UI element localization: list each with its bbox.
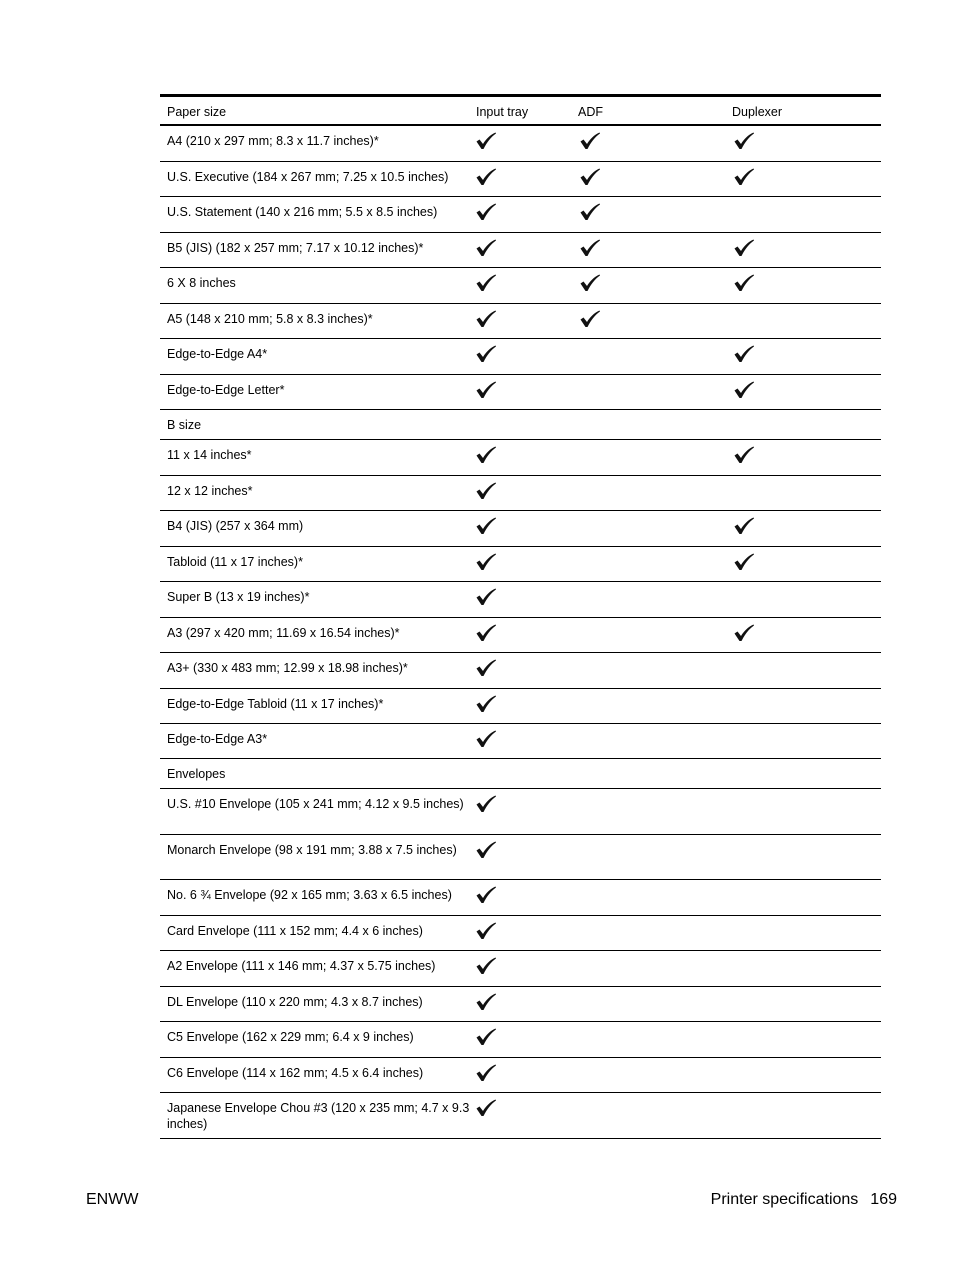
section-row (160, 759, 881, 789)
paper-size-cell: 12 x 12 inches* (167, 484, 253, 498)
duplexer-cell (728, 233, 881, 267)
paper-size-cell: A4 (210 x 297 mm; 8.3 x 11.7 inches)* (167, 134, 379, 148)
paper-size-cell: Edge-to-Edge A3* (167, 732, 268, 746)
checkmark-icon (475, 517, 497, 535)
adf-cell (573, 126, 728, 161)
paper-size-cell: Edge-to-Edge Letter* (167, 383, 285, 397)
input-tray-cell (470, 547, 573, 581)
table-header (160, 94, 881, 126)
header-duplexer: Duplexer (732, 104, 783, 119)
table-row (160, 582, 881, 618)
adf-cell (573, 162, 728, 196)
checkmark-icon (733, 553, 755, 571)
paper-size-cell: Edge-to-Edge Tabloid (11 x 17 inches)* (167, 697, 384, 711)
section-label: B size (167, 417, 202, 432)
duplexer-cell (728, 547, 881, 581)
paper-size-cell: 11 x 14 inches* (167, 448, 252, 462)
paper-size-cell: Monarch Envelope (98 x 191 mm; 3.88 x 7.5 inches) (167, 843, 457, 857)
table-row (160, 304, 881, 339)
input-tray-cell (470, 162, 573, 196)
checkmark-icon (579, 239, 601, 257)
header-input-tray: Input tray (476, 104, 529, 119)
table-row (160, 1093, 881, 1139)
adf-cell (573, 339, 728, 374)
checkmark-icon (733, 168, 755, 186)
input-tray-cell (470, 987, 573, 1021)
checkmark-icon (475, 274, 497, 292)
adf-cell (573, 880, 728, 915)
adf-cell (573, 618, 728, 652)
paper-size-cell: A3 (297 x 420 mm; 11.69 x 16.54 inches)* (167, 626, 400, 640)
duplexer-cell (728, 789, 881, 834)
input-tray-cell (470, 197, 573, 232)
duplexer-cell (728, 835, 881, 879)
paper-size-cell: B4 (JIS) (257 x 364 mm) (167, 519, 304, 533)
duplexer-cell (728, 476, 881, 510)
checkmark-icon (475, 203, 497, 221)
paper-size-cell: A2 Envelope (111 x 146 mm; 4.37 x 5.75 inches) (167, 959, 436, 973)
checkmark-icon (475, 659, 497, 677)
table-row (160, 547, 881, 582)
table-row (160, 724, 881, 759)
duplexer-cell (728, 162, 881, 196)
table-row (160, 233, 881, 268)
input-tray-cell (470, 951, 573, 986)
table-row (160, 440, 881, 476)
table-row (160, 618, 881, 653)
adf-cell (573, 987, 728, 1021)
checkmark-icon (475, 310, 497, 328)
checkmark-icon (475, 446, 497, 464)
checkmark-icon (475, 482, 497, 500)
adf-cell (573, 233, 728, 267)
table-body (160, 126, 881, 1139)
checkmark-icon (579, 168, 601, 186)
paper-size-cell: U.S. #10 Envelope (105 x 241 mm; 4.12 x 9.5 inches) (167, 797, 464, 811)
table-row (160, 789, 881, 835)
table-row (160, 835, 881, 880)
duplexer-cell (728, 951, 881, 986)
duplexer-cell (728, 724, 881, 758)
duplexer-cell (728, 582, 881, 617)
section-label: Envelopes (167, 766, 226, 781)
adf-cell (573, 835, 728, 879)
adf-cell (573, 916, 728, 950)
input-tray-cell (470, 582, 573, 617)
paper-size-cell: B5 (JIS) (182 x 257 mm; 7.17 x 10.12 inches)* (167, 241, 424, 255)
adf-cell (573, 1058, 728, 1092)
table-row (160, 162, 881, 197)
table-row (160, 1058, 881, 1093)
paper-size-table (160, 94, 881, 1139)
input-tray-cell (470, 1022, 573, 1057)
input-tray-cell (470, 1058, 573, 1092)
input-tray-cell (470, 304, 573, 338)
checkmark-icon (475, 345, 497, 363)
input-tray-cell (470, 339, 573, 374)
table-row (160, 987, 881, 1022)
input-tray-cell (470, 618, 573, 652)
paper-size-cell: DL Envelope (110 x 220 mm; 4.3 x 8.7 inches) (167, 995, 423, 1009)
duplexer-cell (728, 916, 881, 950)
footer-section-title: Printer specifications (710, 1191, 859, 1208)
footer-right (711, 1191, 897, 1209)
duplexer-cell (728, 304, 881, 338)
table-row (160, 126, 881, 162)
input-tray-cell (470, 1093, 573, 1138)
checkmark-icon (733, 132, 755, 150)
input-tray-cell (470, 233, 573, 267)
duplexer-cell (728, 511, 881, 546)
paper-size-cell: Card Envelope (111 x 152 mm; 4.4 x 6 inches) (167, 924, 423, 938)
adf-cell (573, 304, 728, 338)
paper-size-cell: 6 X 8 inches (167, 276, 236, 290)
table-row (160, 916, 881, 951)
duplexer-cell (728, 1093, 881, 1138)
table-row (160, 880, 881, 916)
adf-cell (573, 724, 728, 758)
checkmark-icon (475, 886, 497, 904)
checkmark-icon (579, 132, 601, 150)
input-tray-cell (470, 835, 573, 879)
duplexer-cell (728, 689, 881, 723)
checkmark-icon (475, 1064, 497, 1082)
adf-cell (573, 582, 728, 617)
checkmark-icon (475, 168, 497, 186)
checkmark-icon (475, 381, 497, 399)
checkmark-icon (475, 730, 497, 748)
table-row (160, 197, 881, 233)
duplexer-cell (728, 987, 881, 1021)
duplexer-cell (728, 197, 881, 232)
adf-cell (573, 375, 728, 409)
table-row (160, 375, 881, 410)
checkmark-icon (475, 553, 497, 571)
input-tray-cell (470, 476, 573, 510)
checkmark-icon (475, 1028, 497, 1046)
adf-cell (573, 653, 728, 688)
paper-size-cell: Japanese Envelope Chou #3 (120 x 235 mm; 4.7 x 9.3 inches) (167, 1101, 470, 1131)
duplexer-cell (728, 268, 881, 303)
checkmark-icon (475, 588, 497, 606)
adf-cell (573, 1022, 728, 1057)
checkmark-icon (733, 517, 755, 535)
paper-size-cell: U.S. Executive (184 x 267 mm; 7.25 x 10.5 inches) (167, 170, 449, 184)
input-tray-cell (470, 789, 573, 834)
input-tray-cell (470, 880, 573, 915)
adf-cell (573, 689, 728, 723)
table-row (160, 268, 881, 304)
adf-cell (573, 1093, 728, 1138)
input-tray-cell (470, 724, 573, 758)
checkmark-icon (733, 624, 755, 642)
input-tray-cell (470, 916, 573, 950)
checkmark-icon (475, 993, 497, 1011)
checkmark-icon (733, 239, 755, 257)
table-row (160, 339, 881, 375)
duplexer-cell (728, 375, 881, 409)
adf-cell (573, 268, 728, 303)
paper-size-cell: C6 Envelope (114 x 162 mm; 4.5 x 6.4 inches) (167, 1066, 424, 1080)
input-tray-cell (470, 511, 573, 546)
duplexer-cell (728, 1058, 881, 1092)
table-row (160, 511, 881, 547)
input-tray-cell (470, 126, 573, 161)
checkmark-icon (475, 239, 497, 257)
paper-size-cell: Super B (13 x 19 inches)* (167, 590, 310, 604)
checkmark-icon (475, 132, 497, 150)
checkmark-icon (475, 1099, 497, 1117)
checkmark-icon (475, 841, 497, 859)
paper-size-cell: A3+ (330 x 483 mm; 12.99 x 18.98 inches)* (167, 661, 408, 675)
adf-cell (573, 476, 728, 510)
paper-size-cell: Tabloid (11 x 17 inches)* (167, 555, 303, 569)
input-tray-cell (470, 653, 573, 688)
checkmark-icon (475, 795, 497, 813)
paper-size-cell: A5 (148 x 210 mm; 5.8 x 8.3 inches)* (167, 312, 373, 326)
table-row (160, 951, 881, 987)
checkmark-icon (733, 345, 755, 363)
checkmark-icon (475, 695, 497, 713)
table-row (160, 1022, 881, 1058)
duplexer-cell (728, 618, 881, 652)
section-row (160, 410, 881, 440)
input-tray-cell (470, 268, 573, 303)
duplexer-cell (728, 339, 881, 374)
footer-enww: ENWW (86, 1191, 139, 1208)
paper-size-cell: No. 6 ¾ Envelope (92 x 165 mm; 3.63 x 6.5 inches) (167, 888, 452, 902)
paper-size-cell: U.S. Statement (140 x 216 mm; 5.5 x 8.5 inches) (167, 205, 438, 219)
page-number: 169 (870, 1191, 897, 1208)
checkmark-icon (579, 203, 601, 221)
checkmark-icon (579, 274, 601, 292)
duplexer-cell (728, 653, 881, 688)
table-row (160, 476, 881, 511)
adf-cell (573, 197, 728, 232)
adf-cell (573, 789, 728, 834)
duplexer-cell (728, 1022, 881, 1057)
input-tray-cell (470, 689, 573, 723)
header-adf: ADF (578, 104, 603, 119)
checkmark-icon (733, 446, 755, 464)
table-row (160, 689, 881, 724)
input-tray-cell (470, 375, 573, 409)
paper-size-cell: Edge-to-Edge A4* (167, 347, 268, 361)
checkmark-icon (733, 274, 755, 292)
paper-size-cell: C5 Envelope (162 x 229 mm; 6.4 x 9 inches) (167, 1030, 414, 1044)
table-row (160, 653, 881, 689)
adf-cell (573, 511, 728, 546)
duplexer-cell (728, 440, 881, 475)
header-paper-size: Paper size (167, 104, 227, 119)
checkmark-icon (733, 381, 755, 399)
input-tray-cell (470, 440, 573, 475)
adf-cell (573, 547, 728, 581)
adf-cell (573, 951, 728, 986)
checkmark-icon (475, 922, 497, 940)
checkmark-icon (475, 624, 497, 642)
duplexer-cell (728, 880, 881, 915)
checkmark-icon (579, 310, 601, 328)
duplexer-cell (728, 126, 881, 161)
checkmark-icon (475, 957, 497, 975)
adf-cell (573, 440, 728, 475)
